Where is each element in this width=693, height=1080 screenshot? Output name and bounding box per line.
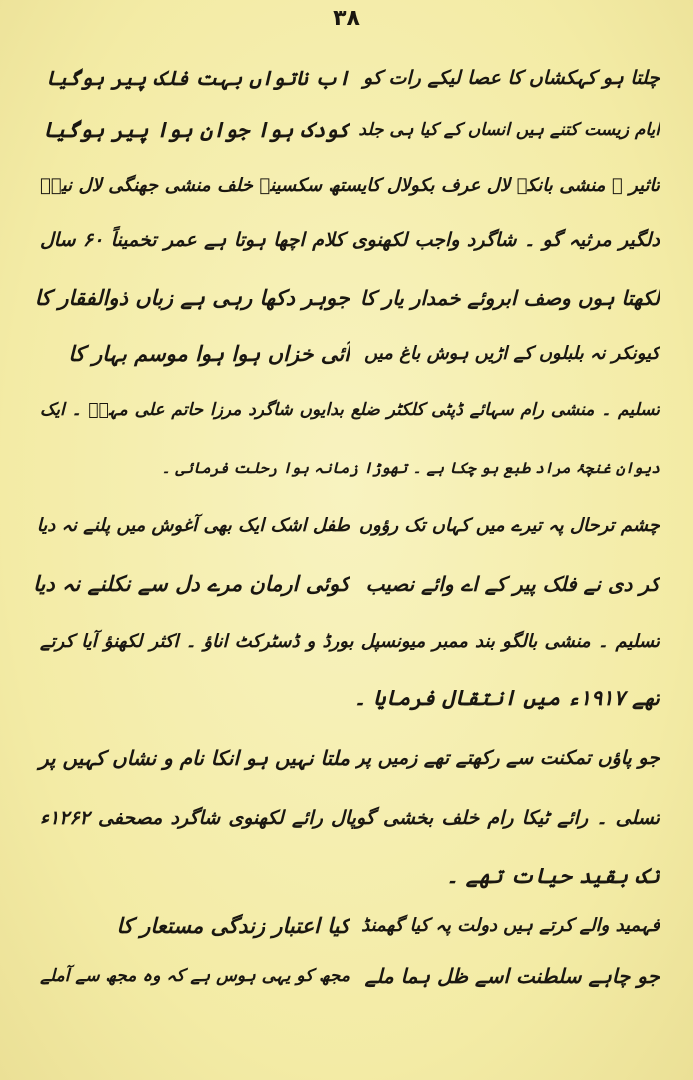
- couplet-first-hemistich: چلتا ہو کہکشاں کا عصا لیکے رات کو: [363, 67, 660, 89]
- prose-line: دلگیر مرثیہ گو ۔ شاگرد واجب لکھنوی کلام اچھا ہوتا ہے عمر تخمیناً ۶۰ سال: [40, 229, 660, 251]
- couplet-second-hemistich: طفل اشک ایک بھی آغوش میں پلنے نہ دیا: [36, 515, 350, 536]
- couplet-second-hemistich: کودک ہوا جوان ہوا پیر ہوگیا: [42, 118, 350, 142]
- couplet-second-hemistich: آئی خزاں ہوا ہوا موسم بہار کا: [68, 342, 350, 366]
- couplet-second-hemistich: اب ناتواں بہت فلک پیر ہوگیا: [45, 66, 350, 90]
- prose-line: تسلیم ۔ منشی رام سہائے ڈپٹی کلکٹر ضلع بدایوں شاگرد مرزا حاتم علی مہرؔ ۔ ایک: [40, 400, 660, 420]
- couplet-first-hemistich: جو پاؤں تمکنت سے رکھتے تھے زمیں پر: [355, 747, 660, 769]
- couplet-second-hemistich: کیا اعتبار زندگی مستعار کا: [116, 914, 350, 938]
- couplet-second-hemistich: مجھ کو یہی ہوس ہے کہ وہ مجھ سے آملے: [40, 966, 350, 986]
- prose-line: دیوان غنچۂ مراد طبع ہو چکا ہے ۔ تھوڑا زمانہ ہوا رحلت فرمائی ۔: [161, 459, 660, 477]
- prose-line: تک بقید حیات تھے ۔: [446, 864, 660, 888]
- couplet-first-hemistich: کیونکر نہ بلبلوں کے اڑیں ہوش باغ میں: [364, 343, 660, 364]
- couplet-second-hemistich: ملتا نہیں ہو انکا نام و نشاں کہیں پر: [38, 746, 350, 770]
- couplet-second-hemistich: جوہر دکھا رہی ہے زباں ذوالفقار کا: [34, 286, 350, 310]
- couplet-second-hemistich: کوئی ارمان مرے دل سے نکلنے نہ دیا: [33, 572, 350, 596]
- couplet-first-hemistich: فہمید والے کرتے ہیں دولت پہ کیا گھمنڈ: [361, 915, 660, 936]
- prose-line: تھے ۱۹۱۷ء میں انتقال فرمایا ۔: [353, 686, 660, 710]
- prose-line: تسلی ۔ رائے ٹیکا رام خلف بخشی گوپال رائے لکھنوی شاگرد مصحفی ۱۲۶۲ء: [40, 807, 660, 829]
- couplet-first-hemistich: لکھتا ہوں وصف ابروئے خمدار یار کا: [359, 286, 660, 310]
- couplet-first-hemistich: کر دی نے فلک پیر کے اے وائے نصیب: [365, 572, 660, 596]
- couplet-first-hemistich: جو چاہے سلطنت اسے ظل ہما ملے: [364, 964, 660, 988]
- page-number: ۳۸: [333, 6, 360, 31]
- couplet-first-hemistich: ایام زیست کتنے ہیں انساں کے کیا ہی جلد: [358, 120, 660, 140]
- couplet-first-hemistich: چشم ترحال پہ تیرے میں کہاں تک رؤوں: [358, 515, 660, 536]
- prose-line: تسلیم ۔ منشی بالگو بند ممبر میونسپل بورڈ و ڈسٹرکٹ اناؤ ۔ اکثر لکھنؤ آیا کرتے: [40, 631, 660, 652]
- prose-line: تاثیر ۔ منشی بانکے لال عرف بکولال کایستھ سکسینہ خلف منشی جھنگی لال نیرؔ: [40, 175, 660, 196]
